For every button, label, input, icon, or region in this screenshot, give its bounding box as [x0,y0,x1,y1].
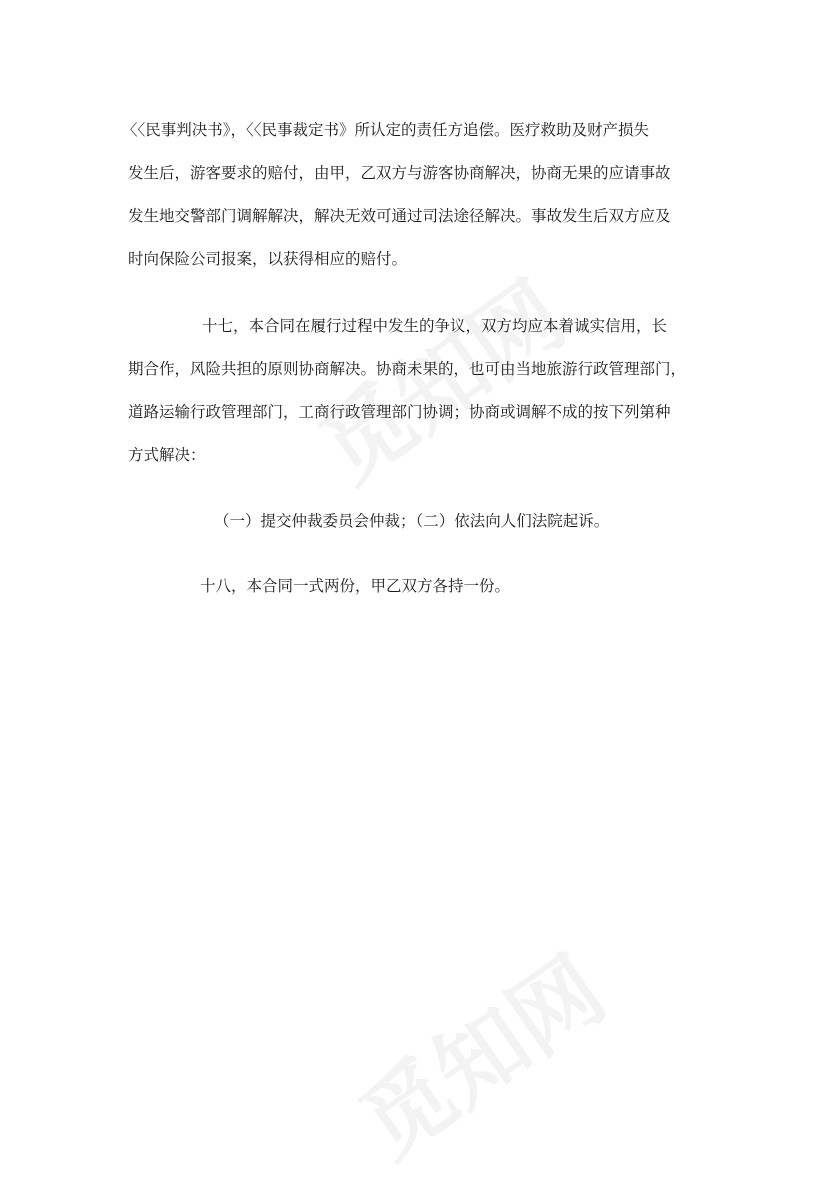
text-line: 时向保险公司报案，以获得相应的赔付。 [128,250,408,268]
text-line: 发生地交警部门调解解决，解决无效可通过司法途径解决。事故发生后双方应及 [128,207,671,225]
text-line: 期合作，风险共担的原则协商解决。协商未果的，也可由当地旅游行政管理部门， [128,360,687,378]
text-line: 方式解决： [128,446,206,464]
text-line: 十八，本合同一式两份，甲乙双方各持一份。 [200,577,511,595]
watermark [330,920,626,1181]
text-line: 十七，本合同在履行过程中发生的争议，双方均应本着诚实信用，长 [202,317,668,335]
text-line: （一）提交仲裁委员会仲裁；（二）依法向人们法院起诉。 [214,512,610,530]
text-line: 发生后，游客要求的赔付，由甲，乙双方与游客协商解决，协商无果的应请事故 [128,164,671,182]
text-line: 〈〈民事判决书》，〈〈民事裁定书》所认定的责任方追偿。医疗救助及财产损失 [122,121,650,139]
text-line: 道路运输行政管理部门，工商行政管理部门协调；协商或调解不成的按下列第种 [128,403,671,421]
